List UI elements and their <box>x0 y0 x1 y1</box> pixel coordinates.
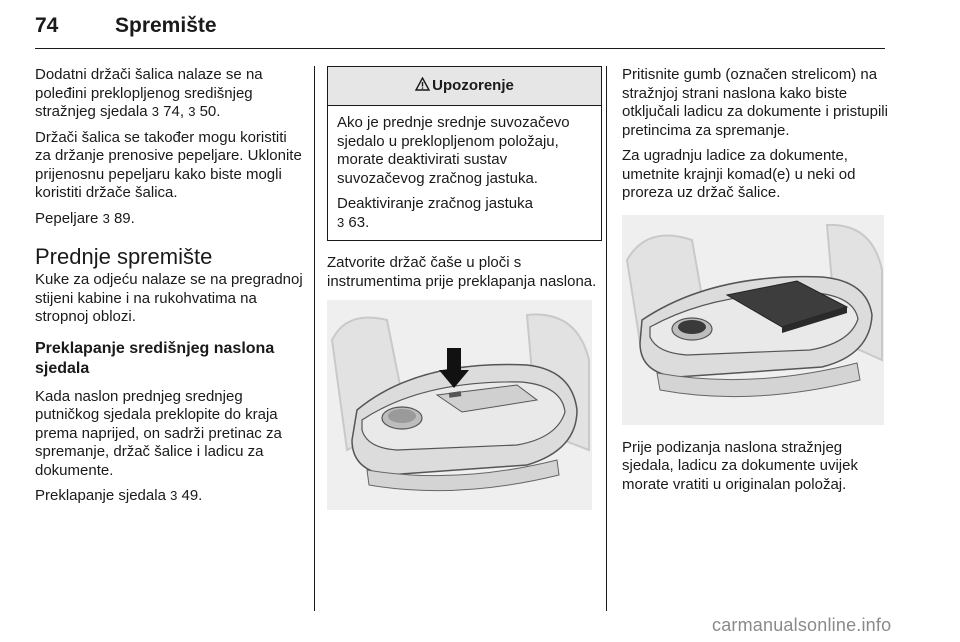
paragraph <box>35 487 303 506</box>
chapter-title: Spremište <box>115 14 217 37</box>
paragraph <box>35 66 303 122</box>
paragraph: Pritisnite gumb (označen strelicom) na stražnjoj strani naslona kako biste otključali ladicu za dokumente i pristupili pretincima za spremanje. <box>622 66 888 139</box>
middle-column <box>327 66 602 510</box>
paragraph: Zatvorite držač čaše u ploči s instrumentima prije preklapanja naslona. <box>327 254 597 290</box>
page-reference[interactable]: 89. <box>113 209 135 227</box>
paragraph-text: Dodatni držači šalica nalaze se na poleđini preklopljenog središnjeg stražnjeg sjedala <box>35 66 263 120</box>
page-reference[interactable]: 63. <box>348 213 370 231</box>
left-column <box>35 66 303 513</box>
paragraph-text: Pepeljare <box>35 209 99 227</box>
seat-button-illustration <box>327 300 592 510</box>
warning-link <box>337 195 592 232</box>
reference-arrow-icon: 3 <box>170 488 178 503</box>
reference-arrow-icon: 3 <box>102 210 110 226</box>
reference-arrow-icon: 3 <box>337 214 345 230</box>
page-reference[interactable]: 74, <box>163 103 189 120</box>
column-divider <box>314 66 315 611</box>
paragraph: Držači šalica se također mogu koristiti za držanje prenosive pepeljare. Uklonite prijenosnu pepeljaru kako biste mogli koristiti držače šalica. <box>35 128 302 201</box>
reference-arrow-icon: 3 <box>188 104 196 119</box>
page-reference[interactable]: 49. <box>181 487 203 504</box>
page-number: 74 <box>35 14 59 37</box>
paragraph-text: Deaktiviranje zračnog jastuka <box>337 195 533 212</box>
paragraph: Kada naslon prednjeg srednjeg putničkog sjedala preklopite do kraja prema naprijed, on sadrži pretinac za spremanje, držač šalice i ladicu za dokumente. <box>35 387 282 479</box>
header-rule <box>35 48 885 49</box>
warning-triangle-icon <box>415 77 430 96</box>
paragraph-text: Preklapanje sjedala <box>35 487 166 504</box>
reference-arrow-icon: 3 <box>151 104 159 119</box>
paragraph: Prije podizanja naslona stražnjeg sjedala, ladicu za dokumente uvijek morate vratiti u originalan položaj. <box>622 438 858 493</box>
document-tray-illustration <box>622 215 884 425</box>
warning-title: Upozorenje <box>432 76 514 94</box>
paragraph: Za ugradnju ladice za dokumente, umetnite krajnji komad(e) u neki od proreza uz držač šalice. <box>622 147 856 201</box>
column-divider <box>606 66 607 611</box>
warning-header <box>328 67 601 106</box>
warning-text: Ako je prednje srednje suvozačevo sjedalo u preklopljenom položaju, morate deaktivirati sustav suvozačevog zračnog jastuka. <box>337 114 570 187</box>
section-heading: Prednje spremište <box>35 244 213 269</box>
paragraph <box>35 210 303 229</box>
warning-box <box>327 66 602 241</box>
right-column <box>622 66 890 501</box>
page-reference[interactable]: 50. <box>199 103 221 120</box>
watermark: carmanualsonline.info <box>712 615 892 635</box>
page-header <box>35 14 885 50</box>
subsection-heading: Preklapanje središnjeg naslona sjedala <box>35 339 275 377</box>
warning-body <box>328 106 601 240</box>
paragraph: Kuke za odjeću nalaze se na pregradnoj stijeni kabine i na rukohvatima na stropnoj oblozi. <box>35 271 303 325</box>
